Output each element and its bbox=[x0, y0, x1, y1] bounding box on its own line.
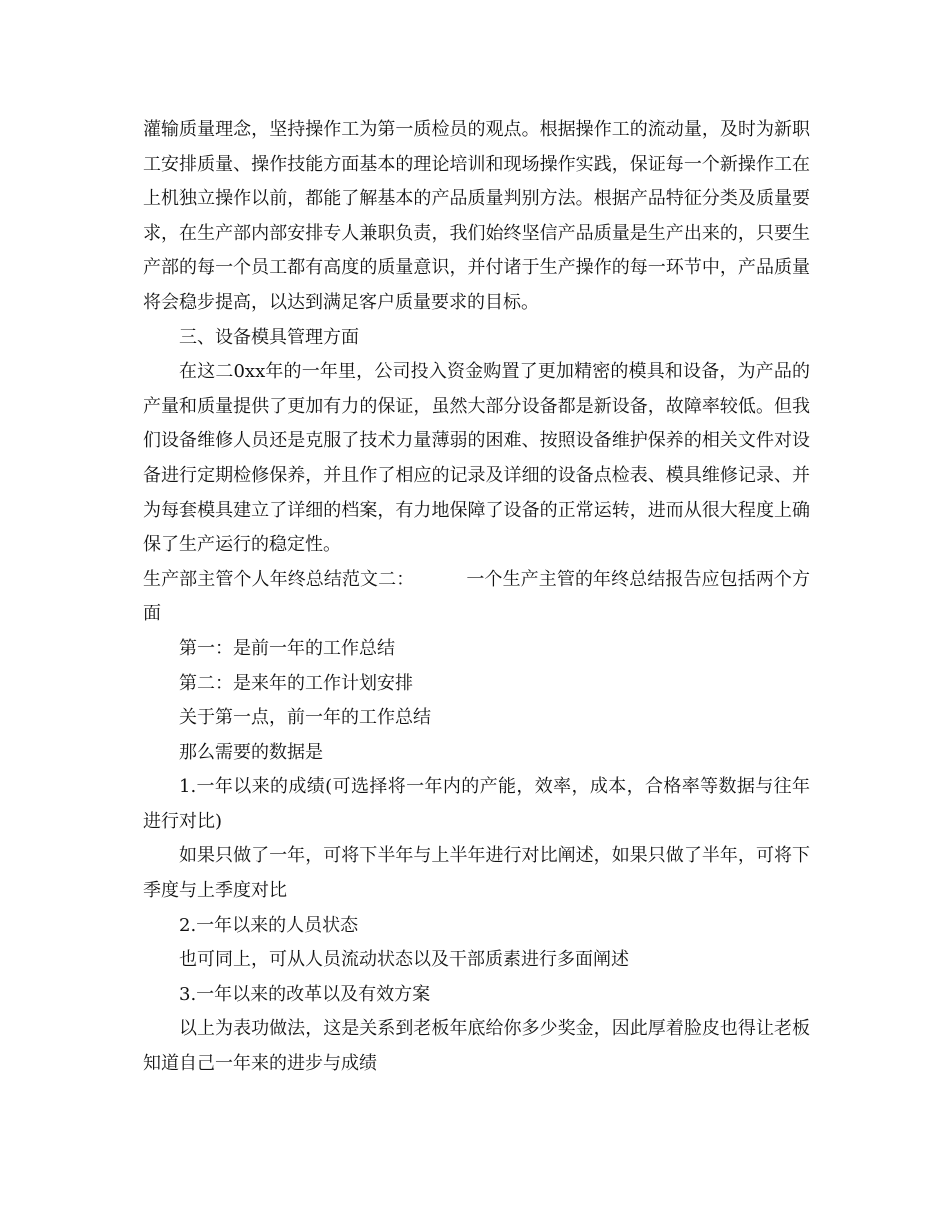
paragraph-staff-detail: 也可同上，可从人员流动状态以及干部质素进行多面阐述 bbox=[179, 949, 629, 971]
list-item-achievements: 1.一年以来的成绩(可选择将一年内的产能，效率，成本，合格率等数据与往年进行对比) bbox=[143, 776, 810, 832]
section-heading-equipment-mold: 三、设备模具管理方面 bbox=[179, 326, 359, 348]
sample-two-lead: 一个生产主管的年终总结报告应包括两个方面 bbox=[143, 568, 811, 625]
paragraph-sample-two-intro bbox=[143, 563, 810, 632]
paragraph-bonus-note: 以上为表功做法，这是关系到老板年底给你多少奖金，因此厚着脸皮也得让老板知道自己一年来的进步与成绩 bbox=[143, 1018, 810, 1075]
list-item-reforms: 3.一年以来的改革以及有效方案 bbox=[179, 983, 431, 1005]
list-item-first: 第一：是前一年的工作总结 bbox=[179, 637, 395, 659]
list-item-staff-status: 2.一年以来的人员状态 bbox=[179, 914, 359, 936]
paragraph-needed-data: 那么需要的数据是 bbox=[179, 741, 323, 763]
document-body bbox=[143, 113, 810, 1082]
paragraph-comparison: 如果只做了一年，可将下半年与上半年进行对比阐述，如果只做了半年，可将下季度与上季度对比 bbox=[143, 845, 810, 902]
list-item-second: 第二：是来年的工作计划安排 bbox=[179, 672, 413, 694]
paragraph-about-first-point: 关于第一点，前一年的工作总结 bbox=[179, 707, 431, 729]
sample-two-title: 生产部主管个人年终总结范文二： bbox=[143, 568, 415, 590]
paragraph-quality-concept: 灌输质量理念，坚持操作工为第一质检员的观点。根据操作工的流动量，及时为新职工安排质量、操作技能方面基本的理论培训和现场操作实践，保证每一个新操作工在上机独立操作以前，都能了解基本的产品质量判别方法。根据产品特征分类及质量要求，在生产部内部安排专人兼职负责，我们始终坚信产品质量是生产出来的，只要生产部的每一个员工都有高度的质量意识，并付诸于生产操作的每一环节中，产品质量将会稳步提高，以达到满足客户质量要求的目标。 bbox=[143, 119, 810, 313]
paragraph-equipment-investment: 在这二0xx年的一年里，公司投入资金购置了更加精密的模具和设备，为产品的产量和质量提供了更加有力的保证，虽然大部分设备都是新设备，故障率较低。但我们设备维修人员还是克服了技术力量薄弱的困难、按照设备维护保养的相关文件对设备进行定期检修保养，并且作了相应的记录及详细的设备点检表、模具维修记录、并为每套模具建立了详细的档案，有力地保障了设备的正常运转，进而从很大程度上确保了生产运行的稳定性。 bbox=[143, 361, 810, 556]
